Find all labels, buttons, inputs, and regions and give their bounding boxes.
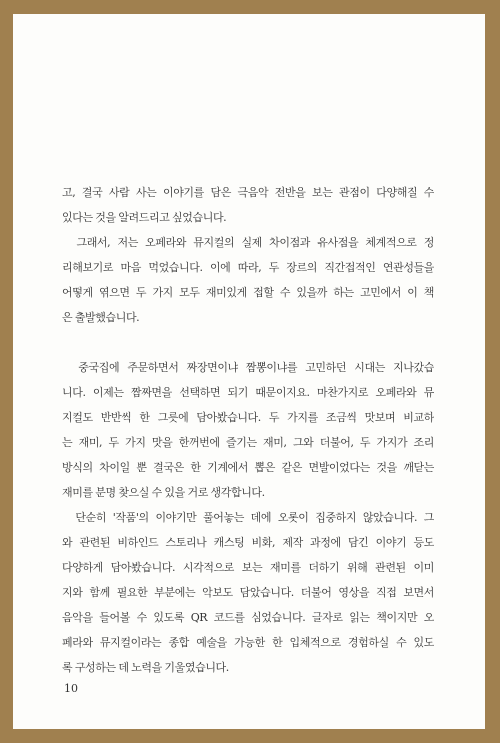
text-line: 방식의 차이일 뿐 결국은 한 기계에서 뽑은 같은 면발이었다는 것을 깨닫는: [62, 461, 434, 474]
paragraph: [62, 355, 434, 505]
text-line: 그래서, 저는 오페라와 뮤지컬의 실제 차이점과 유사점을 체계적으로 정: [62, 236, 434, 249]
book-page: [13, 14, 485, 729]
body-text: [62, 180, 434, 680]
text-line: 음악을 들어볼 수 있도록 QR 코드를 심었습니다. 글자로 읽는 책이지만 오: [62, 611, 434, 624]
text-line: 단순히 '작품'의 이야기만 풀어놓는 데에 오롯이 집중하지 않았습니다. 그: [62, 511, 434, 524]
text-line: 리해보기로 마음 먹었습니다. 이에 따라, 두 장르의 직간접적인 연관성들을: [62, 261, 434, 274]
text-line: 고, 결국 사람 사는 이야기를 담은 극음악 전반을 보는 관점이 다양해질 수: [62, 186, 434, 199]
text-line: 중국집에 주문하면서 짜장면이냐 짬뽕이냐를 고민하던 시대는 지나갔습: [62, 361, 434, 374]
text-line: 니다. 이제는 짬짜면을 선택하면 되기 때문이지요. 마찬가지로 오페라와 뮤: [62, 386, 434, 399]
text-line: 지컬도 반반씩 한 그릇에 담아봤습니다. 두 가지를 조금씩 맛보며 비교하: [62, 411, 434, 424]
text-line: 지와 함께 필요한 부분에는 악보도 담았습니다. 더불어 영상을 직접 보면서: [62, 586, 434, 599]
text-line: 어떻게 엮으면 두 가지 모두 재미있게 접할 수 있을까 하는 고민에서 이 책: [62, 286, 434, 299]
text-line: 는 재미, 두 가지 맛을 한꺼번에 즐기는 재미, 그와 더불어, 두 가지가 조리: [62, 436, 434, 449]
text-line: 와 관련된 비하인드 스토리나 캐스팅 비화, 제작 과정에 담긴 이야기 등도: [62, 536, 434, 549]
text-line: 록 구성하는 데 노력을 기울였습니다.: [62, 661, 229, 674]
text-line: 재미를 분명 찾으실 수 있을 거로 생각합니다.: [62, 486, 265, 499]
paragraph: [62, 180, 434, 230]
paragraph-gap: [62, 330, 434, 355]
text-line: 은 출발했습니다.: [62, 311, 140, 324]
text-line: 다양하게 담아봤습니다. 시각적으로 보는 재미를 더하기 위해 관련된 이미: [62, 561, 434, 574]
paragraph: [62, 505, 434, 680]
text-line: 페라와 뮤지컬이라는 종합 예술을 가능한 한 입체적으로 경험하실 수 있도: [62, 636, 434, 649]
paragraph: [62, 230, 434, 330]
text-line: 있다는 것을 알려드리고 싶었습니다.: [62, 211, 227, 224]
page-number: 10: [64, 682, 78, 695]
